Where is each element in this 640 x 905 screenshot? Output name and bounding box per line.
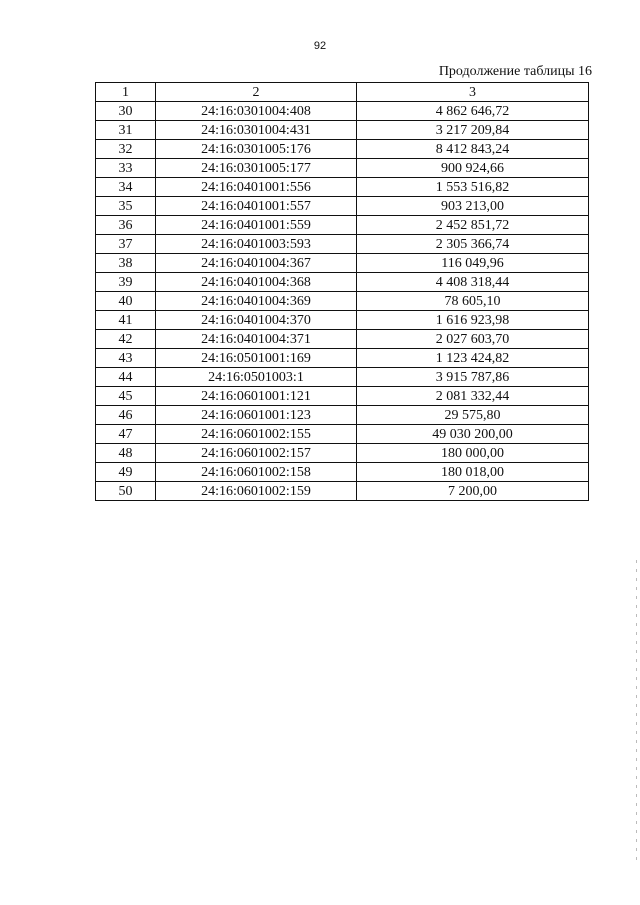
- row-number-cell: 32: [96, 140, 156, 159]
- column-header: 3: [357, 83, 589, 102]
- row-number-cell: 38: [96, 254, 156, 273]
- table-row: [96, 444, 589, 463]
- cadastral-number-cell: 24:16:0601002:159: [156, 482, 357, 501]
- row-number-cell: 46: [96, 406, 156, 425]
- data-table: [95, 82, 589, 501]
- value-cell: 1 553 516,82: [357, 178, 589, 197]
- cadastral-number-cell: 24:16:0301005:177: [156, 159, 357, 178]
- value-cell: 2 305 366,74: [357, 235, 589, 254]
- cadastral-number-cell: 24:16:0301005:176: [156, 140, 357, 159]
- table-row: [96, 254, 589, 273]
- table-row: [96, 197, 589, 216]
- value-cell: 4 408 318,44: [357, 273, 589, 292]
- cadastral-number-cell: 24:16:0501001:169: [156, 349, 357, 368]
- cadastral-number-cell: 24:16:0401001:556: [156, 178, 357, 197]
- value-cell: 78 605,10: [357, 292, 589, 311]
- page-number: 92: [313, 40, 327, 52]
- table-row: [96, 330, 589, 349]
- table-row: [96, 178, 589, 197]
- cadastral-number-cell: 24:16:0401004:367: [156, 254, 357, 273]
- row-number-cell: 43: [96, 349, 156, 368]
- cadastral-number-cell: 24:16:0301004:431: [156, 121, 357, 140]
- row-number-cell: 35: [96, 197, 156, 216]
- cadastral-number-cell: 24:16:0601001:121: [156, 387, 357, 406]
- value-cell: 1 616 923,98: [357, 311, 589, 330]
- row-number-cell: 48: [96, 444, 156, 463]
- table-row: [96, 349, 589, 368]
- value-cell: 2 452 851,72: [357, 216, 589, 235]
- table-row: [96, 463, 589, 482]
- row-number-cell: 34: [96, 178, 156, 197]
- value-cell: 900 924,66: [357, 159, 589, 178]
- table-row: [96, 121, 589, 140]
- value-cell: 4 862 646,72: [357, 102, 589, 121]
- row-number-cell: 50: [96, 482, 156, 501]
- value-cell: 180 000,00: [357, 444, 589, 463]
- cadastral-number-cell: 24:16:0601002:157: [156, 444, 357, 463]
- row-number-cell: 37: [96, 235, 156, 254]
- cadastral-number-cell: 24:16:0501003:1: [156, 368, 357, 387]
- cadastral-number-cell: 24:16:0601001:123: [156, 406, 357, 425]
- table-row: [96, 140, 589, 159]
- value-cell: 49 030 200,00: [357, 425, 589, 444]
- table-row: [96, 159, 589, 178]
- row-number-cell: 30: [96, 102, 156, 121]
- table-row: [96, 273, 589, 292]
- row-number-cell: 41: [96, 311, 156, 330]
- value-cell: 2 081 332,44: [357, 387, 589, 406]
- cadastral-number-cell: 24:16:0401001:559: [156, 216, 357, 235]
- cadastral-number-cell: 24:16:0401004:371: [156, 330, 357, 349]
- value-cell: 3 217 209,84: [357, 121, 589, 140]
- column-header: 1: [96, 83, 156, 102]
- table-row: [96, 235, 589, 254]
- row-number-cell: 31: [96, 121, 156, 140]
- value-cell: 180 018,00: [357, 463, 589, 482]
- row-number-cell: 49: [96, 463, 156, 482]
- row-number-cell: 40: [96, 292, 156, 311]
- row-number-cell: 33: [96, 159, 156, 178]
- table-row: [96, 425, 589, 444]
- table-row: [96, 482, 589, 501]
- table-row: [96, 387, 589, 406]
- cadastral-number-cell: 24:16:0601002:155: [156, 425, 357, 444]
- cadastral-number-cell: 24:16:0601002:158: [156, 463, 357, 482]
- table-row: [96, 368, 589, 387]
- value-cell: 7 200,00: [357, 482, 589, 501]
- value-cell: 903 213,00: [357, 197, 589, 216]
- row-number-cell: 36: [96, 216, 156, 235]
- value-cell: 116 049,96: [357, 254, 589, 273]
- value-cell: 1 123 424,82: [357, 349, 589, 368]
- value-cell: 3 915 787,86: [357, 368, 589, 387]
- value-cell: 2 027 603,70: [357, 330, 589, 349]
- cadastral-number-cell: 24:16:0401004:370: [156, 311, 357, 330]
- row-number-cell: 44: [96, 368, 156, 387]
- cadastral-number-cell: 24:16:0401003:593: [156, 235, 357, 254]
- row-number-cell: 45: [96, 387, 156, 406]
- cadastral-number-cell: 24:16:0401001:557: [156, 197, 357, 216]
- value-cell: 8 412 843,24: [357, 140, 589, 159]
- cadastral-number-cell: 24:16:0401004:369: [156, 292, 357, 311]
- row-number-cell: 42: [96, 330, 156, 349]
- row-number-cell: 39: [96, 273, 156, 292]
- value-cell: 29 575,80: [357, 406, 589, 425]
- column-header: 2: [156, 83, 357, 102]
- cadastral-number-cell: 24:16:0401004:368: [156, 273, 357, 292]
- table-row: [96, 311, 589, 330]
- table-row: [96, 216, 589, 235]
- scan-edge-artifact: [636, 560, 637, 860]
- row-number-cell: 47: [96, 425, 156, 444]
- table-row: [96, 406, 589, 425]
- table-row: [96, 102, 589, 121]
- table-body: [96, 102, 589, 501]
- table-continuation-label: Продолжение таблицы 16: [438, 64, 592, 79]
- table-row: [96, 292, 589, 311]
- cadastral-number-cell: 24:16:0301004:408: [156, 102, 357, 121]
- table-header-row: [96, 83, 589, 102]
